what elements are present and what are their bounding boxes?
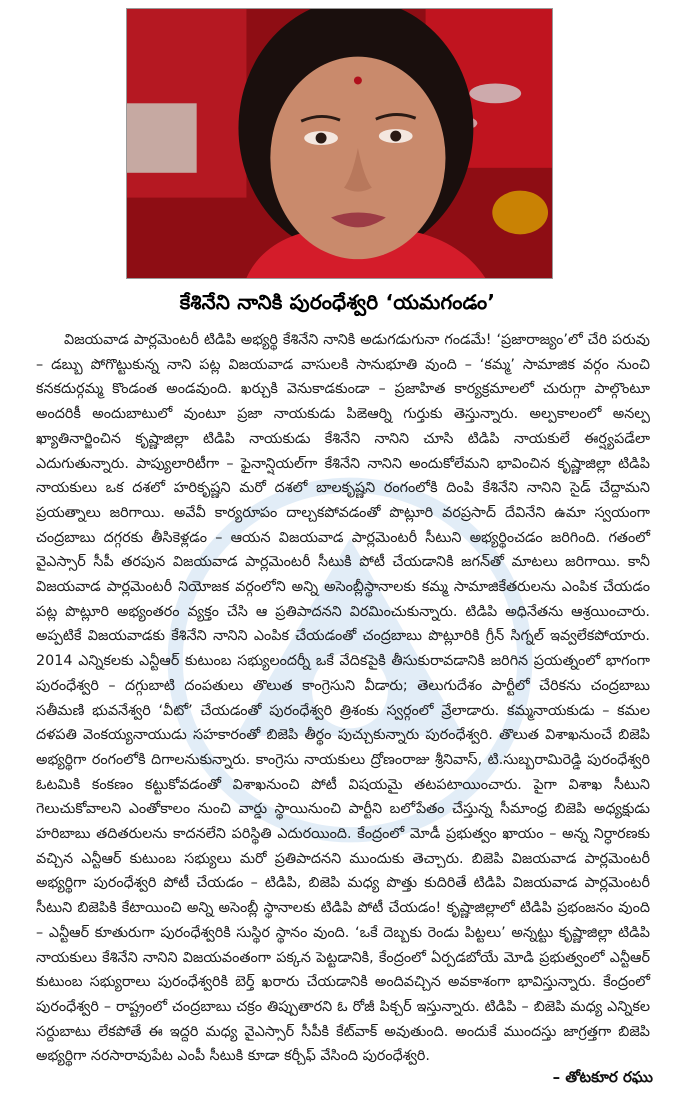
author-byline: – తోటకూర రఘు <box>552 1068 653 1086</box>
article-paragraph: విజయవాడ పార్లమెంటరీ టిడిపి అభ్యర్థి కేశినేని నానికి అడుగడుగునా గండమే! ‘ప్రజారాజ్యం’లో చేరి పరువు – డబ్బు పోగొట్టుకున్న నాని పట్ల విజయవాడ వాసులకి సానుభూతి వుంది – ‘కమ్మ’ సామాజిక వర్గం నుంచి కనకదుర్గమ్మ కొండంత అండవుంది. ఖర్చుకి వెనుకాడకుండా – ప్రజాహిత కార్యక్రమాలలో చురుగ్గా పాల్గొంటూ అందరికీ అందుబాటులో వుంటూ ప్రజా నాయకుడు పిఙెఆర్ని గుర్తుకు తెస్తున్నారు. అల్పకాలంలో అనల్ప ఖ్యాతినార్జించిన కృష్ణాజిల్లా టిడిపి నాయకుడు కేశినేని నానిని చూసి టిడిపి నాయకులే ఈర్ష్యపడేలా ఎదుగుతున్నారు. పాప్యులారిటీగా – ఫైనాన్షియల్‌గా కేశినేని నానిని అందుకోలేమని భావించిన కృష్ణాజిల్లా టిడిపి నాయకులు ఒక దశలో హరికృష్ణని మరో దశలో బాలకృష్ణని రంగంలోకి దింపి కేశినేని నానిని సైడ్ చేద్దామని ప్రయత్నాలు జరిగాయి. అవేవీ కార్యరూపం దాల్చకపోవడంతో పొట్లూరి వరప్రసాద్ దేవినేని ఉమా స్వయంగా చంద్రబాబు దగ్గరకు తీసికెళ్లడం – ఆయన విజయవాడ పార్లమెంటరీ సీటుని అభ్యర్థించడం జరిగింది. గతంలో వైఎస్సార్ సీపీ తరపున విజయవాడ పార్లమెంటరీ సీటుకి పోటీ చేయడానికి జగన్‌తో మాటలు జరిగాయి. కానీ విజయవాడ పార్లమెంటరీ నియోజక వర్గంలోని అన్ని అసెంబ్లీస్థానాలకు కమ్మ సామాజికేతరులను ఎంపిక చేయడం పట్ల పొట్లూరి అభ్యంతరం వ్యక్తం చేసి ఆ ప్రతిపాదనని విరమించుకున్నారు. టిడిపి అధినేతను ఆశ్రయించారు. అప్పటికే విజయవాడకు కేశినేని నానిని ఎంపిక చేయడంతో చంద్రబాబు పొట్లూరికి గ్రీన్ సిగ్నల్ ఇవ్వలేకపోయారు. 2014 ఎన్నికలకు ఎన్టీఆర్ కుటుంబ సభ్యులందర్నీ ఒకే వేదికపైకి తీసుకురావడానికి జరిగిన ప్రయత్నంలో భాగంగా పురంధేశ్వరి – దగ్గుబాటి దంపతులు తొలుత కాంగ్రెసుని వీడారు; తెలుగుదేశం పార్టీలో చేరికను చంద్రబాబు సతీమణి భువనేశ్వరి ‘వీటో’ చేయడంతో పురంధేశ్వరి త్రిశంకు స్వర్గంలో వ్రేలాడారు. కమ్మనాయకుడు – కమల దళపతి వెంకయ్యనాయుడు సహకారంతో బిజెపి తీర్థం పుచ్చుకున్నారు పురంధేశ్వరి. తొలుత విశాఖనుంచే బిజెపి అభ్యర్థిగా రంగంలోకి దిగాలనుకున్నారు. కాంగ్రెసు నాయకులు ద్రోణంరాజు శ్రీనివాస్, టి.సుబ్బరామిరెడ్డి పురంధేశ్వరి ఓటమికి కంకణం కట్టుకోవడంతో విశాఖనుంచి పోటీ విషయమై తటపటాయించారు. పైగా విశాఖ సీటుని గెలుచుకోవాలని ఎంతోకాలం నుంచి వార్డు స్థాయినుంచి పార్టీని బలోపేతం చేస్తున్న సీమాంధ్ర బిజెపి అధ్యక్షుడు హరిబాబు తదితరులను కాదనలేని పరిస్థితి ఎదురయింది. కేంద్రంలో మోడీ ప్రభుత్వం ఖాయం – అన్న నిర్ధారణకు వచ్చిన ఎన్టీఆర్ కుటుంబ సభ్యులు మరో ప్రతిపాదనని ముందుకు తెచ్చారు. బిజెపి విజయవాడ పార్లమెంటరీ అభ్యర్థిగా పురంధేశ్వరి పోటీ చేయడం – టిడిపి, బిజెపి మధ్య పొత్తు కుదిరితే టిడిపి విజయవాడ పార్లమెంటరీ సీటుని బిజెపికి కేటాయించి అన్ని అసెంబ్లీ స్థానాలకు టిడిపి పోటీ చేయడం! కృష్ణాజిల్లాలో టిడిపి ప్రభంజనం వుంది – ఎన్టీఆర్ కూతురుగా పురంధేశ్వరికి సుస్థిర స్థానం వుంది. ‘ఒకే దెబ్బకు రెండు పిట్టలు’ అన్నట్టు కృష్ణాజిల్లా టిడిపి నాయకులు కేశినేని నానిని విజయవంతంగా పక్కన పెట్టడానికి, కేంద్రంలో ఏర్పడబోయే మోడి ప్రభుత్వంలో ఎన్టీఆర్ కుటుంబ సభ్యురాలు పురంధేశ్వరికి బెర్త్ ఖరారు చేయడానికి అందివచ్చిన అవకాశంగా భావిస్తున్నారు. కేంద్రంలో పురంధేశ్వరి – రాష్ట్రంలో చంద్రబాబు చక్రం తిప్పుతారని ఓ రోజీ పిక్చర్ ఇస్తున్నారు. టిడిపి – బిజెపి మధ్య ఎన్నికల సర్దుబాటు లేకపోతే ఈ ఇద్దరి మధ్య వైఎస్సార్ సీపీకి కేట్‌వాక్ అవుతుంది. అందుకే ముందస్తు జాగ్రత్తగా బిజెపి అభ్యర్థిగా నరసారావుపేట ఎంపీ సీటుకి కూడా కర్చీఫ్ వేసింది పురంధేశ్వరి. <box>36 332 651 1065</box>
portrait-illustration <box>127 9 552 278</box>
headline: కేశినేని నానికి పురంధేశ్వరి ‘యమగండం’ <box>179 290 496 314</box>
portrait-photo <box>126 8 553 279</box>
article-body <box>36 328 650 1069</box>
